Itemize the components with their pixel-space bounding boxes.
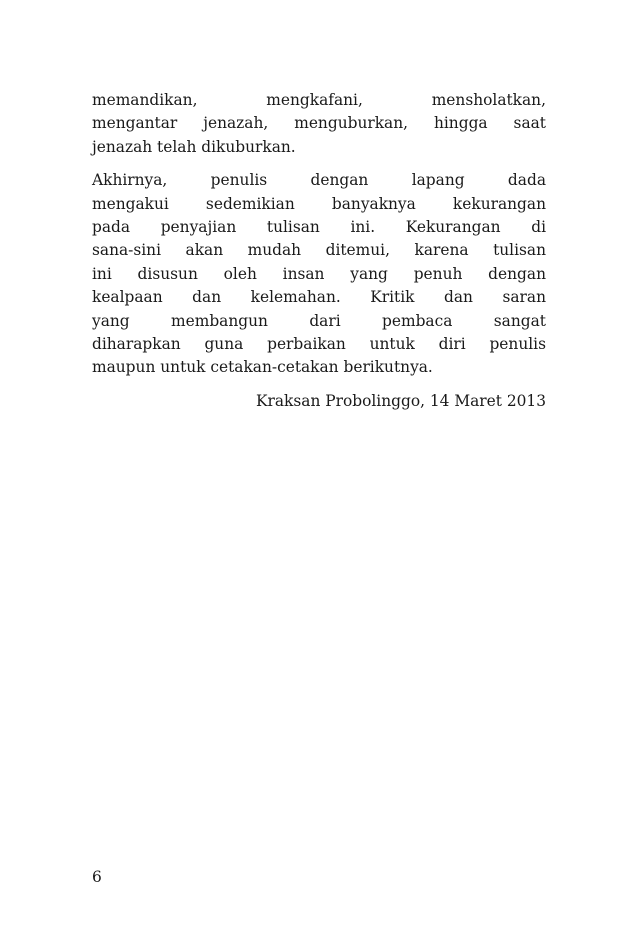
- page-number: 6: [92, 868, 102, 886]
- text-line: jenazah telah dikuburkan.: [92, 137, 296, 156]
- text-line: memandikan, mengkafani, mensholatkan,: [92, 91, 546, 109]
- text-line: yang membangun dari pembaca sangat: [92, 311, 546, 330]
- text-line: mengakui sedemikian banyaknya kekurangan: [92, 194, 546, 213]
- paragraph-continuation: [92, 89, 546, 159]
- text-line: kealpaan dan kelemahan. Kritik dan saran: [92, 288, 546, 307]
- body-text: [92, 89, 546, 413]
- text-line: pada penyajian tulisan ini. Kekurangan di: [92, 217, 546, 236]
- text-line: diharapkan guna perbaikan untuk diri penulis: [92, 334, 546, 353]
- text-line: sana-sini akan mudah ditemui, karena tulisan: [92, 241, 546, 260]
- text-line: Akhirnya, penulis dengan lapang dada: [92, 171, 546, 190]
- paragraph-closing: [92, 169, 546, 380]
- signature-place-date: Kraksan Probolinggo, 14 Maret 2013: [256, 391, 546, 410]
- text-line: ini disusun oleh insan yang penuh dengan: [92, 264, 546, 283]
- text-line: mengantar jenazah, menguburkan, hingga saat: [92, 114, 546, 133]
- text-line: maupun untuk cetakan-cetakan berikutnya.: [92, 358, 433, 377]
